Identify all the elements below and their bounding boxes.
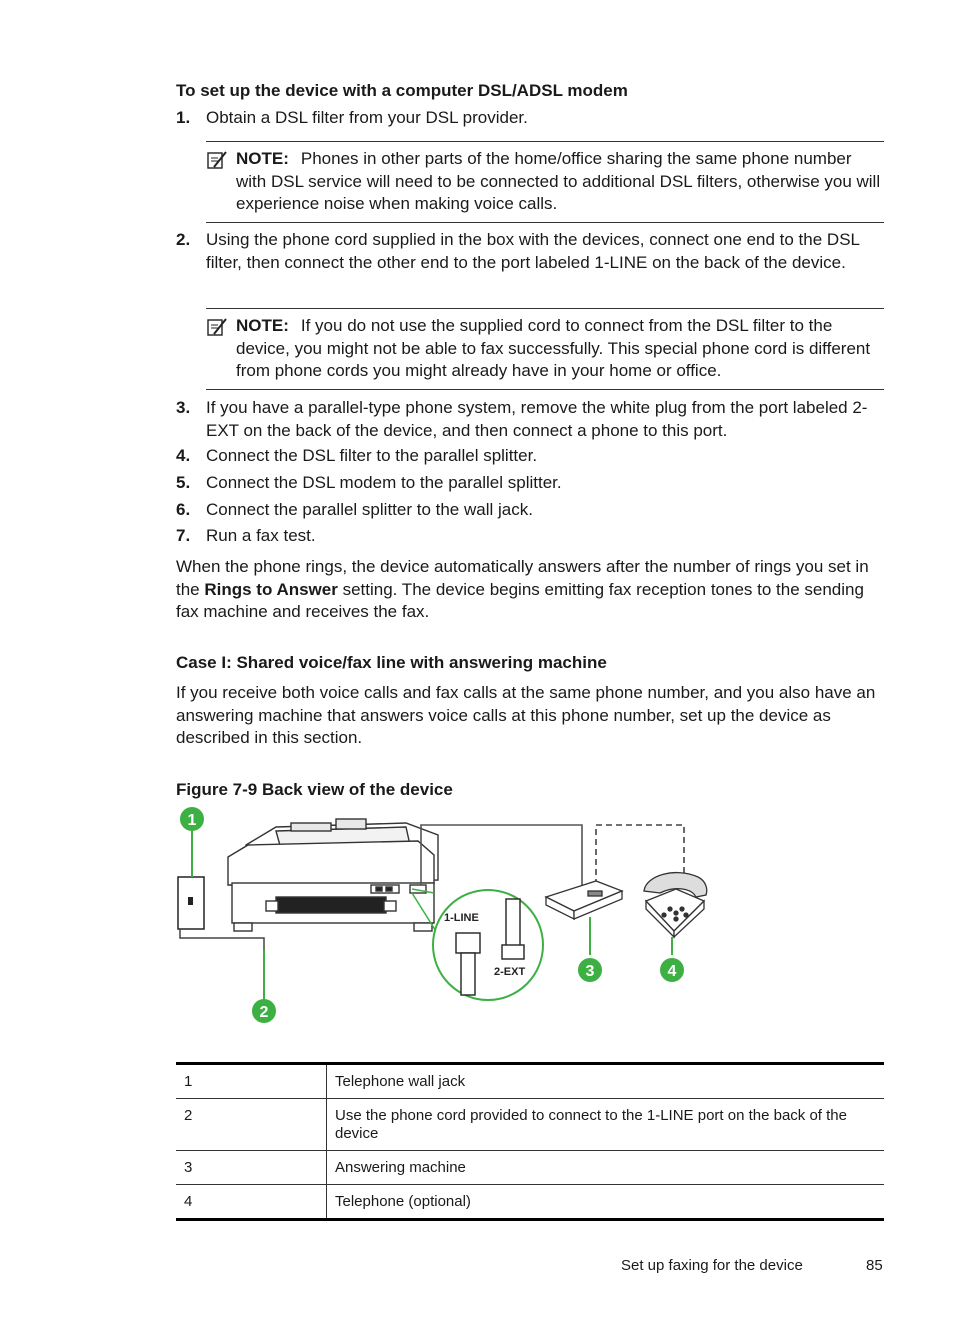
step-text: Run a fax test. bbox=[206, 526, 316, 545]
note-label: NOTE: bbox=[236, 316, 289, 335]
port-label-1-line: 1-LINE bbox=[444, 912, 479, 924]
step-7 bbox=[176, 525, 884, 548]
legend-number: 3 bbox=[176, 1151, 327, 1185]
legend-number: 2 bbox=[176, 1099, 327, 1151]
section-heading: To set up the device with a computer DSL/ADSL modem bbox=[176, 81, 628, 100]
legend-number: 4 bbox=[176, 1185, 327, 1220]
note-pencil-icon bbox=[206, 317, 228, 337]
note-2 bbox=[206, 308, 884, 390]
case-heading: Case I: Shared voice/fax line with answering machine bbox=[176, 653, 607, 672]
port-zoom-circle bbox=[433, 890, 543, 1000]
step-number: 6. bbox=[176, 500, 191, 519]
step-text: Connect the parallel splitter to the wall jack. bbox=[206, 500, 533, 519]
printer-icon bbox=[228, 819, 438, 931]
figure-caption: Figure 7-9 Back view of the device bbox=[176, 780, 453, 799]
telephone-icon bbox=[644, 873, 707, 937]
step-number: 5. bbox=[176, 473, 191, 492]
legend-description: Telephone (optional) bbox=[335, 1193, 471, 1210]
callout-2-label: 2 bbox=[259, 1004, 269, 1021]
step-text: Connect the DSL filter to the parallel splitter. bbox=[206, 446, 538, 465]
rings-paragraph bbox=[176, 556, 884, 624]
step-4 bbox=[176, 445, 884, 468]
note-pencil-icon bbox=[206, 150, 228, 170]
step-number: 1. bbox=[176, 108, 191, 127]
legend-description: Answering machine bbox=[327, 1151, 885, 1185]
table-row bbox=[176, 1151, 884, 1185]
step-1 bbox=[176, 107, 884, 130]
step-text: If you have a parallel-type phone system, remove the white plug from the port labeled 2-EXT on the back of the device, and then connect a phone to this port. bbox=[206, 398, 868, 440]
note-label: NOTE: bbox=[236, 149, 289, 168]
table-row bbox=[176, 1099, 884, 1151]
legend-number: 1 bbox=[176, 1064, 327, 1099]
step-2 bbox=[176, 229, 884, 274]
callout-3-label: 3 bbox=[585, 963, 595, 980]
footer-section-title: Set up faxing for the device bbox=[621, 1257, 803, 1274]
step-number: 3. bbox=[176, 398, 191, 417]
step-text: Connect the DSL modem to the parallel splitter. bbox=[206, 473, 562, 492]
port-label-2-ext: 2-EXT bbox=[494, 966, 526, 978]
step-number: 2. bbox=[176, 230, 191, 249]
paragraph-text: When the phone rings, the device automatically answers after the number of rings you set in the bbox=[176, 557, 869, 599]
callout-4-label: 4 bbox=[667, 963, 677, 980]
callout-1-label: 1 bbox=[187, 812, 197, 829]
note-1 bbox=[206, 141, 884, 223]
step-5 bbox=[176, 472, 884, 495]
step-text: Obtain a DSL filter from your DSL provider. bbox=[206, 108, 528, 127]
page-number: 85 bbox=[866, 1257, 883, 1274]
paragraph-text: setting. The device begins emitting fax reception tones to the sending fax machine and receives the fax. bbox=[176, 579, 864, 621]
table-row bbox=[176, 1064, 884, 1099]
step-number: 7. bbox=[176, 526, 191, 545]
case-paragraph: If you receive both voice calls and fax calls at the same phone number, and you also have an answering machine that answers voice calls at this phone number, set up the device as described in this section. bbox=[176, 683, 876, 747]
table-row bbox=[176, 1185, 884, 1220]
step-text: Using the phone cord supplied in the box with the devices, connect one end to the DSL filter, then connect the other end to the port labeled 1-LINE on the back of the device. bbox=[206, 230, 860, 272]
legend-description: Use the phone cord provided to connect to the 1-LINE port on the back of the device bbox=[327, 1099, 885, 1151]
figure-legend-table bbox=[176, 1062, 884, 1221]
note-text: If you do not use the supplied cord to connect from the DSL filter to the device, you might not be able to fax successfully. This special phone cord is different from phone cords you might already have in your home or office. bbox=[236, 316, 871, 380]
answering-machine-icon bbox=[546, 881, 622, 919]
legend-description: Telephone wall jack bbox=[327, 1064, 885, 1099]
step-6 bbox=[176, 499, 884, 522]
step-3 bbox=[176, 397, 884, 442]
note-text: Phones in other parts of the home/office sharing the same phone number with DSL service will need to be connected to additional DSL filters, otherwise you will experience noise when making voice calls. bbox=[236, 149, 881, 213]
step-number: 4. bbox=[176, 446, 191, 465]
setting-name: Rings to Answer bbox=[204, 579, 338, 599]
device-back-view-figure bbox=[176, 805, 736, 1030]
